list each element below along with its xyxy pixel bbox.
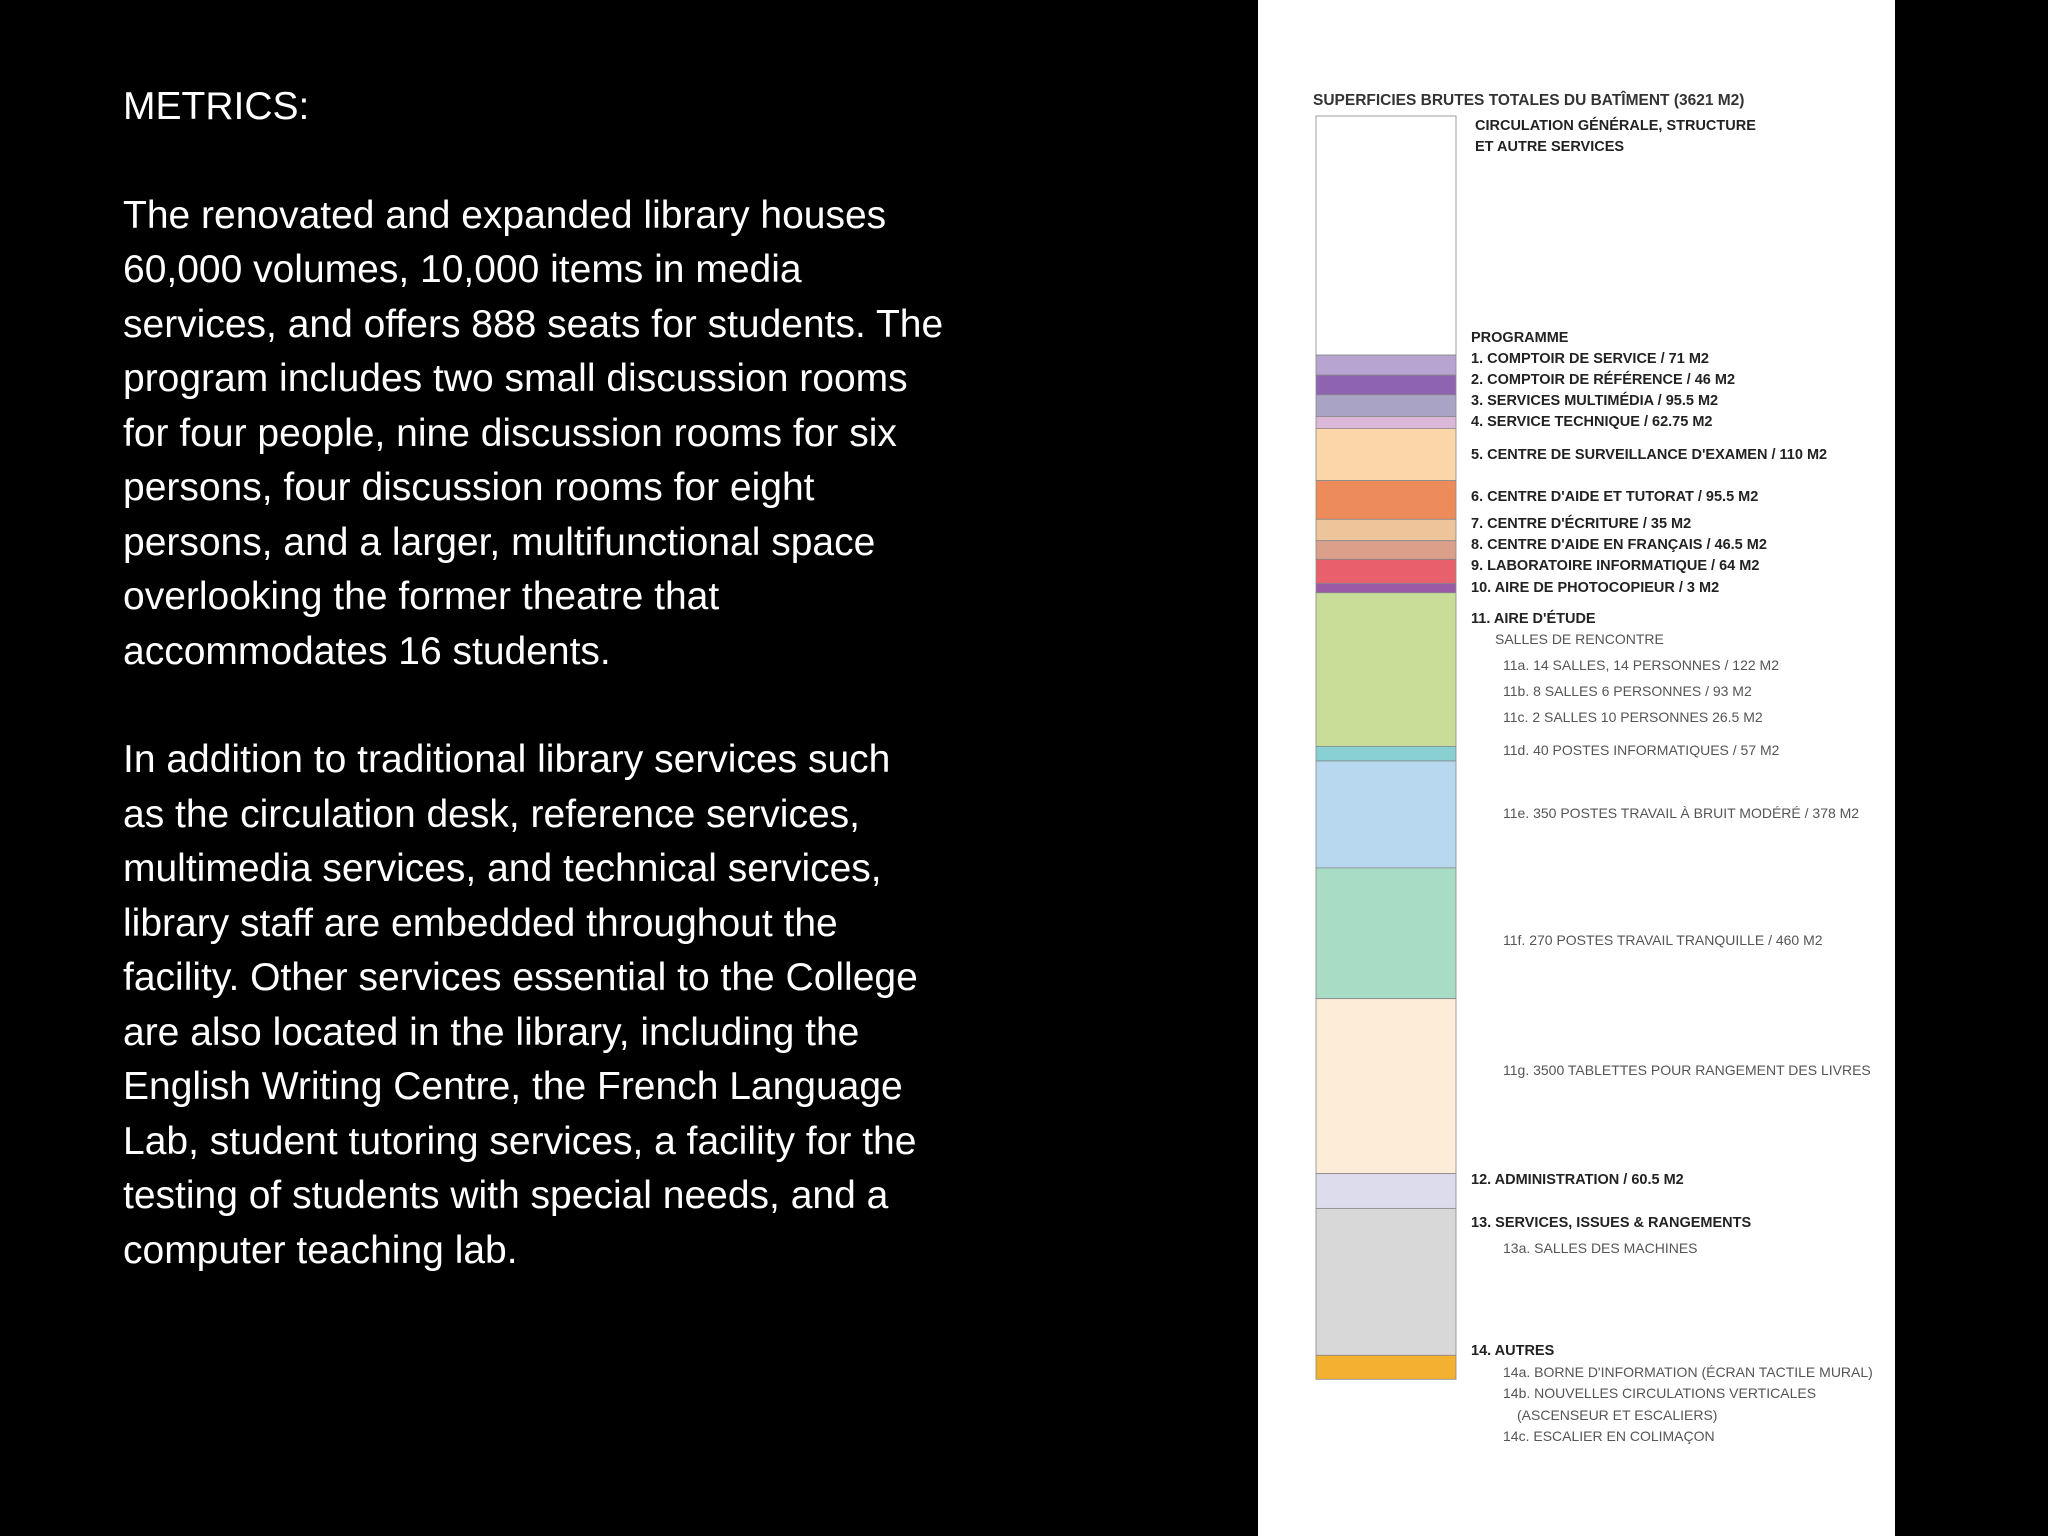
diagram-label: CIRCULATION GÉNÉRALE, STRUCTURE <box>1475 118 1756 134</box>
diagram-label: 12. ADMINISTRATION / 60.5 M2 <box>1471 1172 1684 1188</box>
bar-segment <box>1316 559 1456 583</box>
bar-segment <box>1316 593 1456 747</box>
metrics-paragraph-1: The renovated and expanded library houses 60,000 volumes, 10,000 items in media services, and offers 888 seats for students. The program includes two small discussion rooms for four people, nine discussion rooms for six persons, four discussion rooms for eight persons, and a larger, multifunctional space overlooking the former theatre that accommodates 16 students. <box>123 193 944 673</box>
bar-segment <box>1316 1355 1456 1379</box>
diagram-label: PROGRAMME <box>1471 330 1569 346</box>
bar-segment <box>1316 375 1456 395</box>
diagram-label: 11c. 2 SALLES 10 PERSONNES 26.5 M2 <box>1503 709 1763 725</box>
diagram-label: SALLES DE RENCONTRE <box>1495 631 1664 647</box>
diagram-label: 13a. SALLES DES MACHINES <box>1503 1240 1698 1256</box>
diagram-label: ET AUTRE SERVICES <box>1475 139 1625 155</box>
diagram-label: 3. SERVICES MULTIMÉDIA / 95.5 M2 <box>1471 393 1719 409</box>
diagram-label: 4. SERVICE TECHNIQUE / 62.75 M2 <box>1471 414 1713 430</box>
diagram-label: 10. AIRE DE PHOTOCOPIEUR / 3 M2 <box>1471 580 1720 596</box>
diagram-label: 11g. 3500 TABLETTES POUR RANGEMENT DES LIVRES <box>1503 1062 1871 1078</box>
area-diagram <box>1258 0 1895 1536</box>
diagram-label: 13. SERVICES, ISSUES & RANGEMENTS <box>1471 1215 1752 1231</box>
diagram-label: 9. LABORATOIRE INFORMATIQUE / 64 M2 <box>1471 558 1760 574</box>
diagram-label: 14c. ESCALIER EN COLIMAÇON <box>1503 1428 1715 1444</box>
diagram-label: 14a. BORNE D'INFORMATION (ÉCRAN TACTILE MURAL) <box>1503 1364 1873 1380</box>
diagram-label: (ASCENSEUR ET ESCALIERS) <box>1517 1407 1718 1423</box>
diagram-label: 11e. 350 POSTES TRAVAIL À BRUIT MODÉRÉ / 378 M2 <box>1503 805 1860 821</box>
metrics-paragraph-2: In addition to traditional library services such as the circulation desk, reference services, multimedia services, and technical services, library staff are embedded throughout the facility. Other services essential to the College are also located in the library, including the English Writing Centre, the French Language Lab, student tutoring services, a facility for the testing of students with special needs, and a computer teaching lab. <box>123 738 918 1272</box>
bar-segment <box>1316 428 1456 480</box>
diagram-label: 14. AUTRES <box>1471 1343 1555 1359</box>
diagram-label: 5. CENTRE DE SURVEILLANCE D'EXAMEN / 110 M2 <box>1471 447 1828 463</box>
bar-segment <box>1316 746 1456 761</box>
bar-segment <box>1316 355 1456 375</box>
bar-segment <box>1316 481 1456 520</box>
bar-segment <box>1316 1208 1456 1355</box>
diagram-label: 7. CENTRE D'ÉCRITURE / 35 M2 <box>1471 516 1692 532</box>
metrics-heading: METRICS: <box>123 85 310 128</box>
diagram-label: 6. CENTRE D'AIDE ET TUTORAT / 95.5 M2 <box>1471 489 1759 505</box>
text-panel <box>123 80 1023 1278</box>
diagram-label: 11. AIRE D'ÉTUDE <box>1471 611 1596 627</box>
bar-segment <box>1316 583 1456 592</box>
diagram-label: 2. COMPTOIR DE RÉFÉRENCE / 46 M2 <box>1471 372 1736 388</box>
diagram-label: 8. CENTRE D'AIDE EN FRANÇAIS / 46.5 M2 <box>1471 537 1767 553</box>
bar-segment <box>1316 417 1456 429</box>
diagram-label: 11d. 40 POSTES INFORMATIQUES / 57 M2 <box>1503 742 1780 758</box>
diagram-label: 11b. 8 SALLES 6 PERSONNES / 93 M2 <box>1503 683 1752 699</box>
bar-segment <box>1316 1174 1456 1209</box>
stacked-area-bar <box>1316 116 1456 1379</box>
bar-segment <box>1316 999 1456 1174</box>
diagram-title: SUPERFICIES BRUTES TOTALES DU BATÎMENT (3621 M2) <box>1313 92 1745 109</box>
bar-segment <box>1316 761 1456 868</box>
diagram-labels <box>1471 117 1873 1444</box>
bar-segment <box>1316 541 1456 560</box>
bar-segment <box>1316 519 1456 540</box>
diagram-label: 1. COMPTOIR DE SERVICE / 71 M2 <box>1471 351 1709 367</box>
bar-segment <box>1316 868 1456 999</box>
diagram-label: 11f. 270 POSTES TRAVAIL TRANQUILLE / 460 M2 <box>1503 932 1823 948</box>
diagram-label: 11a. 14 SALLES, 14 PERSONNES / 122 M2 <box>1503 657 1780 673</box>
bar-segment <box>1316 116 1456 355</box>
area-diagram-panel <box>1258 0 1895 1536</box>
bar-segment <box>1316 395 1456 417</box>
diagram-label: 14b. NOUVELLES CIRCULATIONS VERTICALES <box>1503 1385 1817 1401</box>
